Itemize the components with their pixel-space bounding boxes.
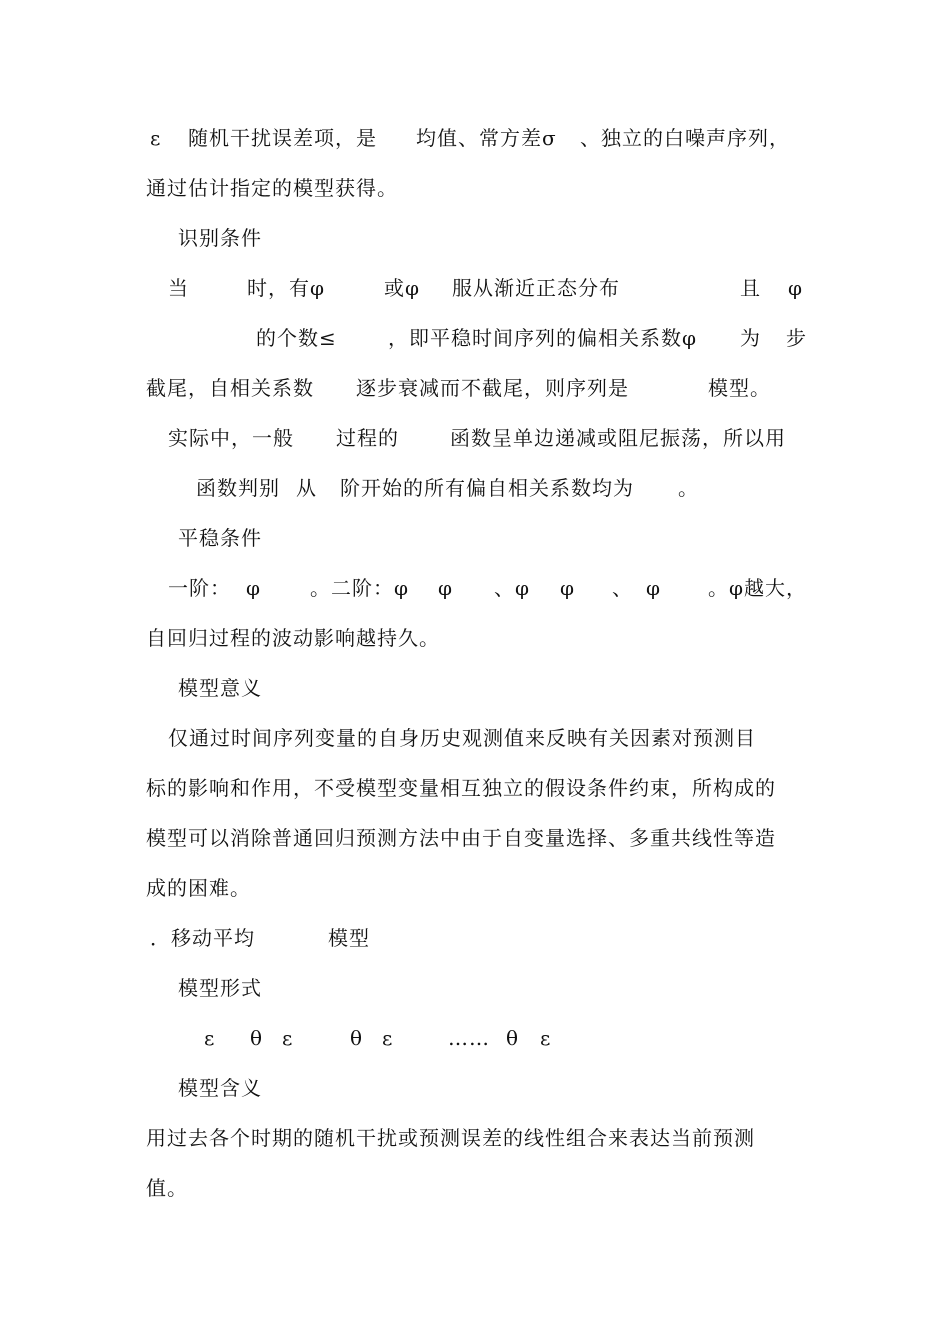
text-segment: 函数判别: [196, 476, 280, 500]
theta-symbol: θ: [350, 1026, 364, 1050]
section-title: 模型: [328, 926, 370, 950]
text-segment: 标的影响和作用，不受模型变量相互独立的假设条件约束，所构成的: [146, 776, 776, 800]
text-segment: 截尾，自相关系数: [146, 376, 314, 400]
text-segment: ，即平稳时间序列的偏相关系数φ: [388, 326, 698, 350]
text-segment: 仅通过时间序列变量的自身历史观测值来反映有关因素对预测目: [168, 726, 756, 750]
text-segment: 函数呈单边递减或阻尼振荡，所以用: [450, 426, 786, 450]
text-segment: 时，有φ: [247, 276, 326, 300]
text-segment: 、: [612, 576, 633, 600]
text-segment: 随机干扰误差项，是: [188, 126, 377, 150]
text-segment: 。: [678, 476, 699, 500]
text-segment: 阶开始的所有偏自相关系数均为: [340, 476, 634, 500]
epsilon-symbol: ε: [150, 126, 162, 150]
text-segment: 逐步衰减而不截尾，则序列是: [356, 376, 629, 400]
ellipsis: ……: [448, 1026, 490, 1050]
epsilon-symbol: ε: [204, 1026, 216, 1050]
phi-symbol: φ: [788, 276, 804, 300]
text-segment: 自回归过程的波动影响越持久。: [146, 626, 440, 650]
text-segment: 、φ: [494, 576, 531, 600]
text-segment: 。二阶：φ: [310, 576, 410, 600]
text-segment: 步: [786, 326, 807, 350]
text-segment: 均值、常方差σ: [416, 126, 557, 150]
phi-symbol: φ: [438, 576, 454, 600]
section-title: ．移动平均: [150, 926, 255, 950]
text-segment: 用过去各个时期的随机干扰或预测误差的线性组合来表达当前预测: [146, 1126, 755, 1150]
text-segment: 通过估计指定的模型获得。: [146, 176, 398, 200]
epsilon-symbol: ε: [282, 1026, 294, 1050]
section-heading: 识别条件: [178, 226, 262, 250]
text-segment: 或φ: [384, 276, 421, 300]
section-heading: 模型含义: [178, 1076, 262, 1100]
epsilon-symbol: ε: [540, 1026, 552, 1050]
text-segment: 、独立的白噪声序列，: [580, 126, 790, 150]
section-heading: 模型意义: [178, 676, 262, 700]
text-segment: 当: [168, 276, 189, 300]
text-segment: 服从渐近正态分布: [452, 276, 620, 300]
text-segment: 从: [296, 476, 317, 500]
theta-symbol: θ: [506, 1026, 520, 1050]
text-segment: 模型。: [708, 376, 771, 400]
text-segment: 且: [740, 276, 761, 300]
text-segment: 实际中，一般: [168, 426, 294, 450]
text-segment: 的个数≤: [256, 326, 337, 350]
theta-symbol: θ: [250, 1026, 264, 1050]
epsilon-symbol: ε: [382, 1026, 394, 1050]
text-segment: 值。: [146, 1176, 188, 1200]
text-segment: 成的困难。: [146, 876, 251, 900]
text-segment: 为: [740, 326, 761, 350]
section-heading: 平稳条件: [178, 526, 262, 550]
text-segment: 过程的: [336, 426, 399, 450]
text-segment: 模型可以消除普通回归预测方法中由于自变量选择、多重共线性等造: [146, 826, 776, 850]
phi-symbol: φ: [246, 576, 262, 600]
text-segment: 。φ越大，: [708, 576, 808, 600]
text-segment: 一阶：: [168, 576, 231, 600]
section-heading: 模型形式: [178, 976, 262, 1000]
phi-symbol: φ: [646, 576, 662, 600]
phi-symbol: φ: [560, 576, 576, 600]
